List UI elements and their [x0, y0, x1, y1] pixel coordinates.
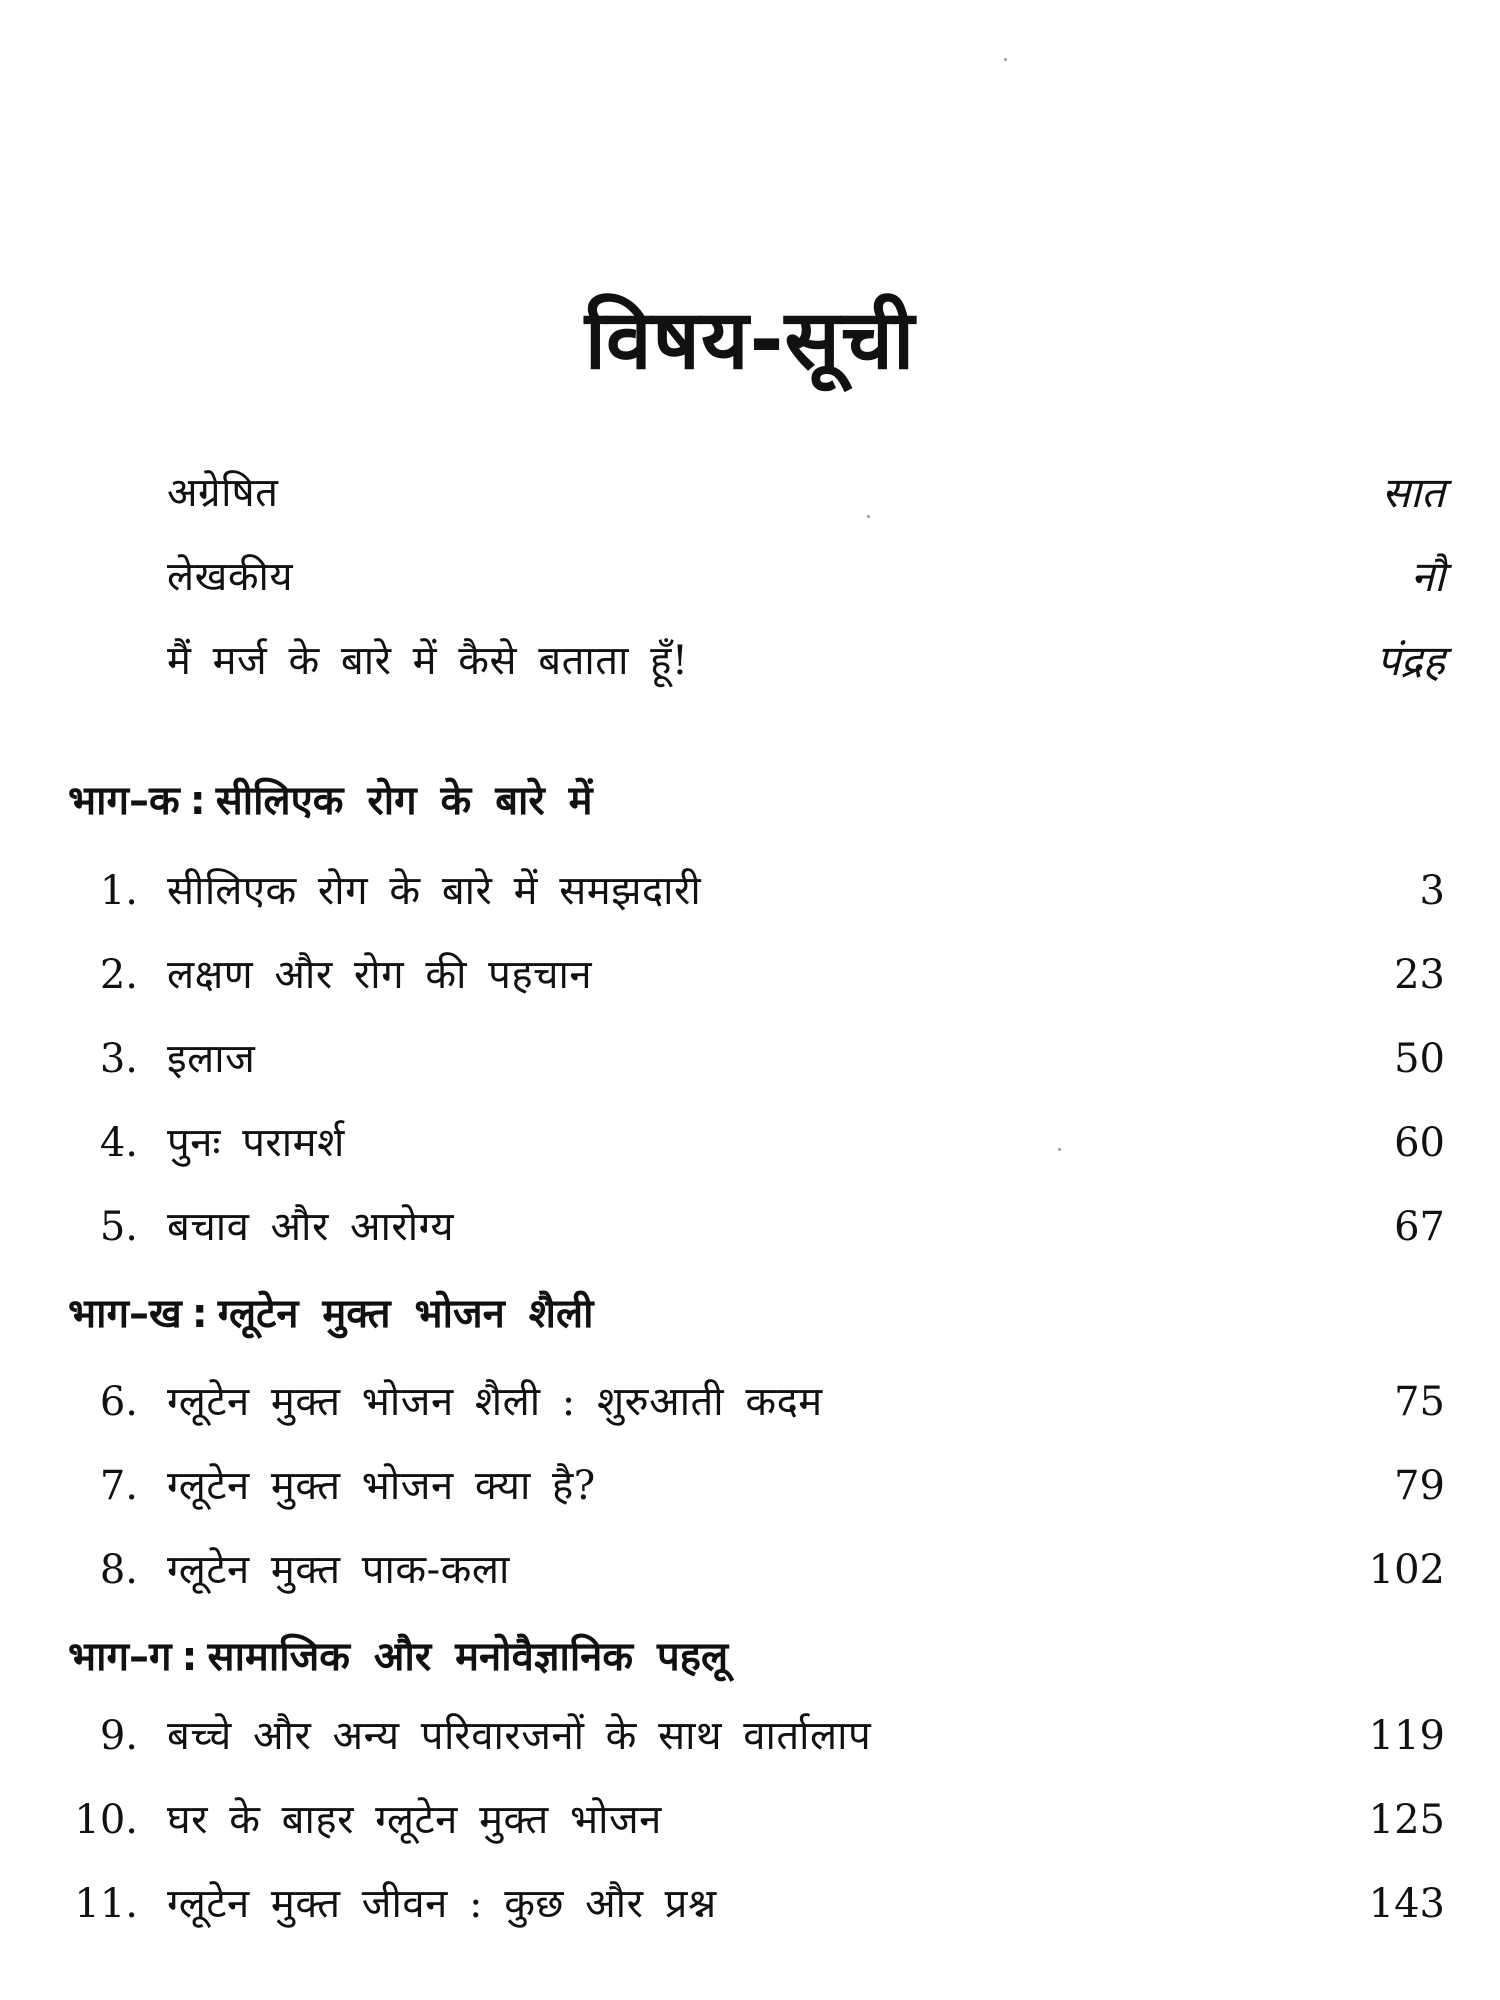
chapter-entry	[0, 1371, 1500, 1433]
entry-title: लेखकीय	[167, 554, 294, 600]
chapter-number: 4.	[99, 1120, 138, 1166]
chapter-entry	[0, 1196, 1500, 1258]
chapter-page-number: 50	[1394, 1036, 1445, 1082]
chapter-title: ग्लूटेन मुक्त भोजन शैली : शुरुआती कदम	[167, 1379, 823, 1425]
chapter-number: 7.	[99, 1463, 138, 1509]
front-matter-entry	[0, 462, 1500, 524]
chapter-title: ग्लूटेन मुक्त जीवन : कुछ और प्रश्न	[167, 1881, 717, 1927]
chapter-entry	[0, 944, 1500, 1006]
chapter-number: 8.	[99, 1547, 138, 1593]
chapter-number: 3.	[99, 1036, 138, 1082]
chapter-entry	[0, 1789, 1500, 1851]
chapter-title: सीलिएक रोग के बारे में समझदारी	[167, 868, 702, 914]
chapter-page-number: 67	[1394, 1204, 1445, 1250]
front-matter-entry	[0, 546, 1500, 608]
chapter-page-number: 125	[1368, 1797, 1445, 1843]
entry-page-number: पंद्रह	[1376, 636, 1445, 685]
chapter-title: बच्चे और अन्य परिवारजनों के साथ वार्तालाप	[167, 1713, 872, 1759]
chapter-entry	[0, 1455, 1500, 1517]
chapter-page-number: 60	[1394, 1120, 1445, 1166]
part-heading	[68, 1283, 593, 1345]
chapter-page-number: 75	[1394, 1379, 1445, 1425]
chapter-page-number: 79	[1394, 1463, 1445, 1509]
part-label: भाग–ख	[68, 1291, 182, 1337]
chapter-title: पुनः परामर्श	[167, 1120, 345, 1166]
page-title: विषय-सूची	[584, 293, 916, 388]
chapter-number: 1.	[99, 868, 138, 914]
chapter-entry	[0, 1539, 1500, 1601]
chapter-number: 11.	[74, 1881, 138, 1927]
scan-speck	[1058, 1148, 1061, 1151]
entry-page-number: सात	[1381, 468, 1445, 517]
part-separator: :	[181, 1634, 198, 1680]
scan-speck	[1004, 58, 1007, 61]
chapter-title: घर के बाहर ग्लूटेन मुक्त भोजन	[167, 1797, 662, 1843]
chapter-title: ग्लूटेन मुक्त भोजन क्या है?	[167, 1463, 596, 1509]
chapter-entry	[0, 1705, 1500, 1767]
part-separator: :	[189, 778, 206, 824]
part-separator: :	[191, 1291, 208, 1337]
entry-page-number: नौ	[1410, 552, 1445, 601]
chapter-number: 10.	[74, 1797, 138, 1843]
chapter-page-number: 3	[1419, 868, 1445, 914]
chapter-number: 6.	[99, 1379, 138, 1425]
part-title: सीलिएक रोग के बारे में	[215, 778, 593, 824]
scan-speck	[867, 515, 870, 518]
chapter-title: बचाव और आरोग्य	[167, 1204, 455, 1250]
chapter-page-number: 119	[1368, 1713, 1445, 1759]
chapter-page-number: 102	[1368, 1547, 1445, 1593]
chapter-title: इलाज	[167, 1036, 256, 1082]
part-heading	[68, 770, 593, 832]
chapter-number: 2.	[99, 952, 138, 998]
part-label: भाग–ग	[68, 1634, 172, 1680]
part-title: ग्लूटेन मुक्त भोजन शैली	[217, 1291, 594, 1337]
chapter-number: 5.	[99, 1204, 138, 1250]
chapter-entry	[0, 1112, 1500, 1174]
front-matter-entry	[0, 630, 1500, 692]
chapter-page-number: 23	[1394, 952, 1445, 998]
entry-title: अग्रेषित	[167, 470, 279, 516]
chapter-title: ग्लूटेन मुक्त पाक-कला	[167, 1547, 510, 1593]
chapter-page-number: 143	[1368, 1881, 1445, 1927]
chapter-entry	[0, 1873, 1500, 1935]
chapter-title: लक्षण और रोग की पहचान	[167, 952, 593, 998]
chapter-entry	[0, 1028, 1500, 1090]
chapter-number: 9.	[99, 1713, 138, 1759]
chapter-entry	[0, 860, 1500, 922]
part-heading	[68, 1626, 728, 1688]
part-label: भाग–क	[68, 778, 180, 824]
part-title: सामाजिक और मनोवैज्ञानिक पहलू	[207, 1634, 729, 1680]
entry-title: मैं मर्ज के बारे में कैसे बताता हूँ!	[167, 638, 689, 684]
